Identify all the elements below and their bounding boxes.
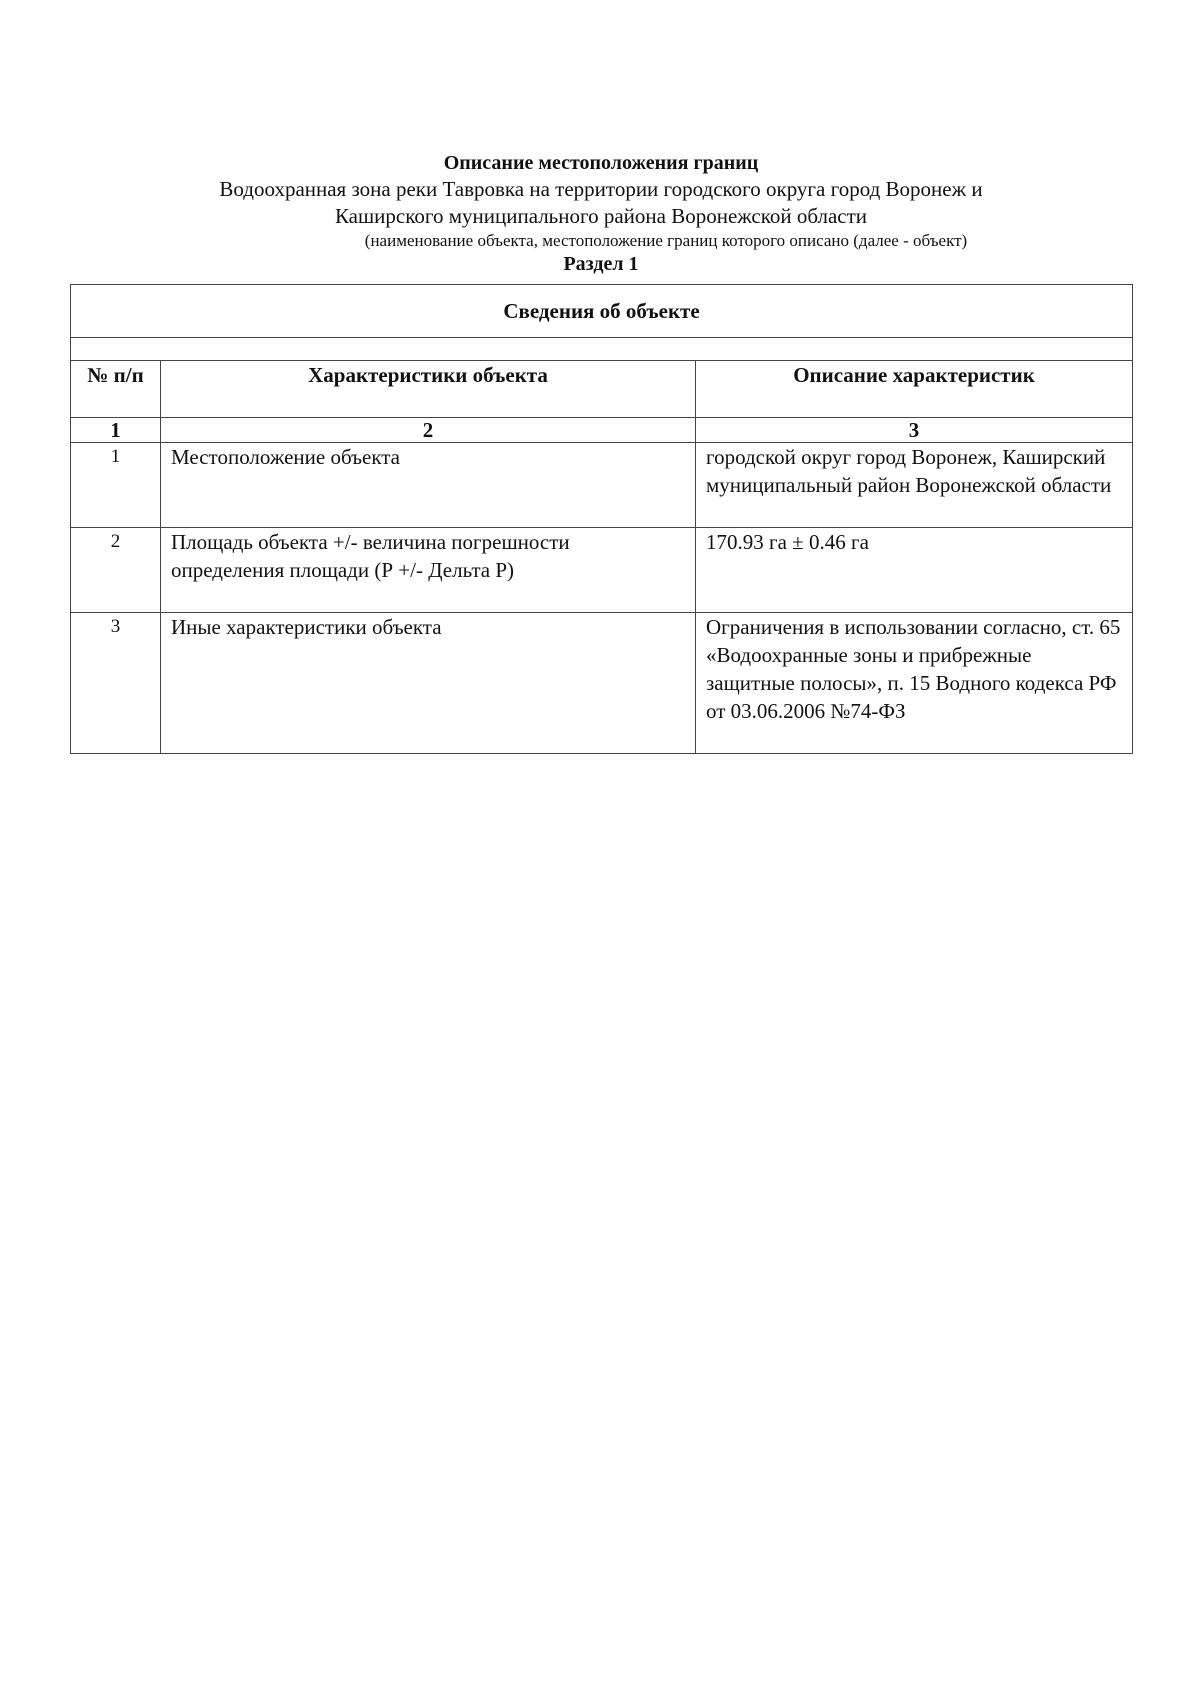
table-spacer-row — [71, 338, 1133, 361]
object-name-line-2: Каширского муниципального района Воронежской области — [334, 204, 868, 228]
column-number-1: 1 — [71, 418, 161, 443]
table-title-row — [71, 285, 1133, 338]
row-characteristic: Иные характеристики объекта — [161, 613, 696, 754]
table-header-row — [71, 361, 1133, 418]
row-characteristic: Площадь объекта +/- величина погрешности определения площади (Р +/- Дельта Р) — [161, 528, 696, 613]
document-title: Описание местоположения границ — [443, 152, 759, 174]
document-header — [70, 150, 1132, 276]
table-row — [71, 613, 1133, 754]
table-row — [71, 528, 1133, 613]
row-number: 3 — [71, 613, 161, 754]
column-number-3: 3 — [696, 418, 1133, 443]
section-title: Раздел 1 — [563, 253, 639, 275]
object-name-line-1: Водоохранная зона реки Тавровка на территории городского округа город Воронеж и — [219, 177, 983, 201]
row-number: 1 — [71, 443, 161, 528]
header-description: Описание характеристик — [696, 361, 1133, 418]
row-characteristic: Местоположение объекта — [161, 443, 696, 528]
column-number-2: 2 — [161, 418, 696, 443]
row-description: городской округ город Воронеж, Каширский муниципальный район Воронежской области — [696, 443, 1133, 528]
object-caption: (наименование объекта, местоположение границ которого описано (далее - объект) — [364, 231, 968, 250]
header-number: № п/п — [71, 361, 161, 418]
table-title: Сведения об объекте — [71, 285, 1133, 338]
row-description: 170.93 га ± 0.46 га — [696, 528, 1133, 613]
table-row — [71, 443, 1133, 528]
row-number: 2 — [71, 528, 161, 613]
object-info-table — [70, 284, 1133, 754]
table-spacer-cell — [71, 338, 1133, 361]
column-number-row — [71, 418, 1133, 443]
row-description: Ограничения в использовании согласно, ст. 65 «Водоохранные зоны и прибрежные защитные полосы», п. 15 Водного кодекса РФ от 03.06.2006 №74-ФЗ — [696, 613, 1133, 754]
header-characteristic: Характеристики объекта — [161, 361, 696, 418]
